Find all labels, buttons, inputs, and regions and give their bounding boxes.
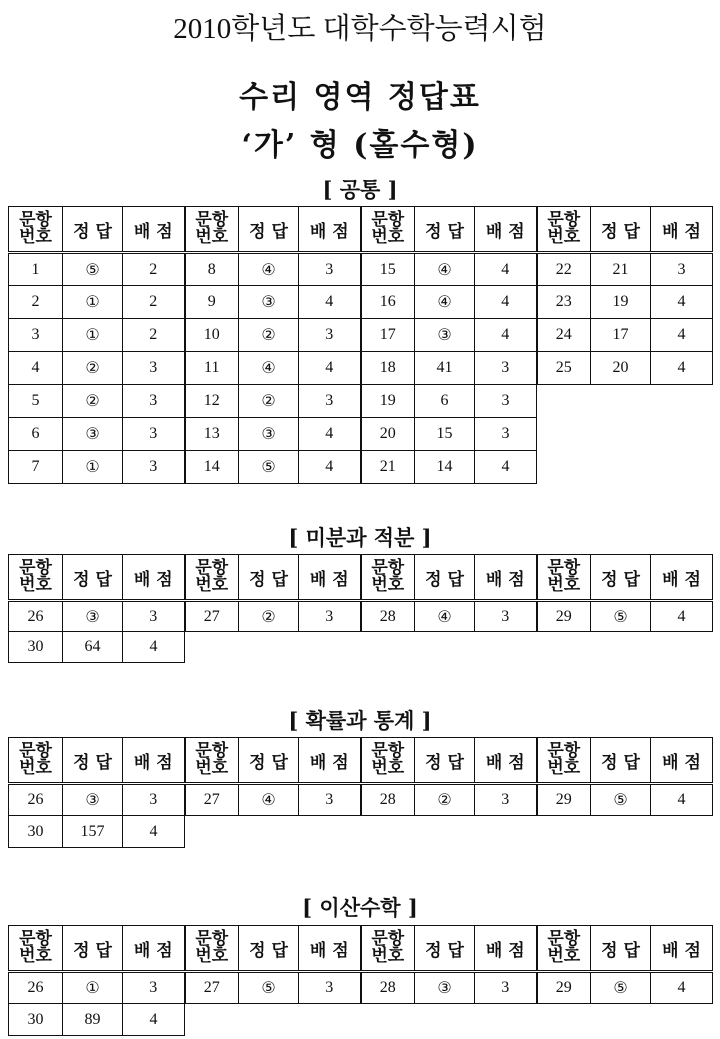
empty-cell (361, 632, 415, 663)
points-cell: 2 (123, 253, 185, 286)
empty-cell (537, 632, 591, 663)
header-question-number (537, 926, 591, 972)
question-number-cell: 11 (185, 352, 239, 385)
header-question-line1: 문항 (195, 741, 229, 761)
header-question-line2: 번호 (195, 575, 229, 595)
answer-cell: ④ (239, 352, 299, 385)
question-number-cell: 30 (9, 816, 63, 848)
empty-cell (591, 418, 651, 451)
answer-cell: ⑤ (591, 972, 651, 1004)
table-row (9, 385, 713, 418)
points-cell: 4 (123, 1004, 185, 1036)
header-question-number (9, 207, 63, 253)
answer-cell: ② (63, 385, 123, 418)
section-title: [ 확률과 통계 ] (288, 708, 432, 733)
header-question-line1: 문항 (371, 929, 405, 949)
empty-cell (537, 1004, 591, 1036)
header-answer: 정 답 (63, 207, 123, 253)
header-points: 배 점 (123, 207, 185, 253)
section-title: [ 미분과 적분 ] (288, 525, 432, 550)
header-points: 배 점 (475, 926, 537, 972)
empty-cell (537, 816, 591, 848)
question-number-cell: 28 (361, 601, 415, 632)
points-cell: 3 (475, 784, 537, 816)
empty-cell (299, 816, 361, 848)
points-cell: 3 (123, 972, 185, 1004)
header-question-number (9, 738, 63, 784)
points-cell: 4 (299, 451, 361, 484)
question-number-cell: 14 (185, 451, 239, 484)
points-cell: 3 (475, 385, 537, 418)
answer-cell: ⑤ (591, 784, 651, 816)
question-number-cell: 22 (537, 253, 591, 286)
empty-cell (415, 1004, 475, 1036)
question-number-cell: 12 (185, 385, 239, 418)
empty-cell (651, 385, 713, 418)
points-cell: 4 (299, 352, 361, 385)
header-answer: 정 답 (239, 555, 299, 601)
answer-cell: ③ (415, 319, 475, 352)
header-question-line1: 문항 (547, 741, 581, 761)
answer-cell: ⑤ (239, 451, 299, 484)
header-answer: 정 답 (415, 207, 475, 253)
table-header-row (9, 926, 713, 972)
header-points: 배 점 (475, 738, 537, 784)
answer-cell: ② (239, 601, 299, 632)
question-number-cell: 9 (185, 286, 239, 319)
points-cell: 4 (651, 601, 713, 632)
answer-cell: 157 (63, 816, 123, 848)
question-number-cell: 26 (9, 784, 63, 816)
points-cell: 4 (123, 816, 185, 848)
points-cell: 3 (123, 352, 185, 385)
question-number-cell: 7 (9, 451, 63, 484)
question-number-cell: 2 (9, 286, 63, 319)
answer-key-title: 수리 영역 정답표 (239, 80, 481, 115)
points-cell: 3 (475, 418, 537, 451)
header-question-number (185, 555, 239, 601)
header-question-line2: 번호 (547, 758, 581, 778)
question-number-cell: 15 (361, 253, 415, 286)
points-cell: 3 (651, 253, 713, 286)
header-question-line1: 문항 (195, 929, 229, 949)
answer-cell: ③ (415, 972, 475, 1004)
empty-cell (651, 632, 713, 663)
points-cell: 4 (475, 451, 537, 484)
answer-cell: 19 (591, 286, 651, 319)
points-cell: 3 (123, 451, 185, 484)
answer-table (8, 925, 713, 1036)
empty-cell (239, 816, 299, 848)
header-question-line1: 문항 (371, 210, 405, 230)
answer-cell: 89 (63, 1004, 123, 1036)
answer-cell: ② (239, 319, 299, 352)
header-points: 배 점 (123, 555, 185, 601)
answer-cell: ② (63, 352, 123, 385)
header-question-line2: 번호 (19, 946, 52, 966)
empty-cell (537, 385, 591, 418)
answer-cell: ④ (415, 286, 475, 319)
header-points: 배 점 (299, 738, 361, 784)
answer-cell: ③ (63, 784, 123, 816)
header-answer: 정 답 (239, 207, 299, 253)
header-points: 배 점 (475, 555, 537, 601)
empty-cell (591, 816, 651, 848)
header-points: 배 점 (299, 207, 361, 253)
answer-cell: 64 (63, 632, 123, 663)
empty-cell (299, 1004, 361, 1036)
header-question-number (9, 555, 63, 601)
answer-table (8, 554, 713, 663)
empty-cell (239, 632, 299, 663)
points-cell: 4 (651, 319, 713, 352)
empty-cell (361, 816, 415, 848)
answer-cell: ④ (239, 784, 299, 816)
points-cell: 4 (475, 319, 537, 352)
question-number-cell: 3 (9, 319, 63, 352)
section-title: [ 이산수학 ] (302, 895, 418, 920)
question-number-cell: 5 (9, 385, 63, 418)
table-header-row (9, 207, 713, 253)
points-cell: 3 (123, 601, 185, 632)
table-header-row (9, 555, 713, 601)
points-cell: 3 (299, 601, 361, 632)
answer-cell: ① (63, 972, 123, 1004)
header-question-line2: 번호 (547, 227, 581, 247)
question-number-cell: 20 (361, 418, 415, 451)
header-question-number (537, 555, 591, 601)
question-number-cell: 27 (185, 972, 239, 1004)
header-question-line1: 문항 (195, 210, 229, 230)
question-number-cell: 13 (185, 418, 239, 451)
points-cell: 3 (475, 352, 537, 385)
points-cell: 4 (299, 418, 361, 451)
empty-cell (299, 632, 361, 663)
header-question-line1: 문항 (19, 929, 52, 949)
answer-cell: ④ (239, 253, 299, 286)
header-points: 배 점 (299, 555, 361, 601)
empty-cell (651, 1004, 713, 1036)
table-row (9, 1004, 713, 1036)
empty-cell (651, 816, 713, 848)
header-question-number (537, 207, 591, 253)
header-question-line1: 문항 (19, 741, 52, 761)
table-row (9, 418, 713, 451)
points-cell: 3 (123, 418, 185, 451)
header-question-line2: 번호 (547, 575, 581, 595)
header-question-number (537, 738, 591, 784)
empty-cell (239, 1004, 299, 1036)
answer-cell: ② (239, 385, 299, 418)
answer-cell: ① (63, 319, 123, 352)
header-question-line2: 번호 (19, 227, 52, 247)
points-cell: 4 (651, 784, 713, 816)
empty-cell (475, 1004, 537, 1036)
question-number-cell: 28 (361, 784, 415, 816)
header-answer: 정 답 (591, 555, 651, 601)
answer-cell: ③ (239, 418, 299, 451)
header-points: 배 점 (651, 926, 713, 972)
question-number-cell: 18 (361, 352, 415, 385)
points-cell: 3 (475, 601, 537, 632)
points-cell: 4 (299, 286, 361, 319)
table-row (9, 451, 713, 484)
question-number-cell: 27 (185, 784, 239, 816)
answer-cell: 21 (591, 253, 651, 286)
header-answer: 정 답 (415, 738, 475, 784)
header-question-number (9, 926, 63, 972)
header-question-number (185, 207, 239, 253)
empty-cell (591, 451, 651, 484)
answer-cell: ⑤ (63, 253, 123, 286)
points-cell: 2 (123, 286, 185, 319)
header-answer: 정 답 (63, 926, 123, 972)
header-question-line2: 번호 (195, 758, 229, 778)
header-question-line1: 문항 (195, 558, 229, 578)
header-question-line2: 번호 (195, 227, 229, 247)
table-row (9, 632, 713, 663)
header-points: 배 점 (299, 926, 361, 972)
points-cell: 3 (299, 784, 361, 816)
answer-cell: 14 (415, 451, 475, 484)
points-cell: 3 (299, 319, 361, 352)
header-question-number (361, 926, 415, 972)
empty-cell (185, 1004, 239, 1036)
question-number-cell: 10 (185, 319, 239, 352)
question-number-cell: 25 (537, 352, 591, 385)
header-question-number (361, 207, 415, 253)
answer-cell: ③ (63, 601, 123, 632)
table-row (9, 601, 713, 632)
header-answer: 정 답 (63, 738, 123, 784)
header-question-line1: 문항 (19, 210, 52, 230)
header-points: 배 점 (651, 555, 713, 601)
table-row (9, 816, 713, 848)
answer-table (8, 206, 713, 484)
empty-cell (475, 816, 537, 848)
header-question-line1: 문항 (547, 929, 581, 949)
question-number-cell: 26 (9, 972, 63, 1004)
points-cell: 2 (123, 319, 185, 352)
empty-cell (185, 816, 239, 848)
points-cell: 3 (299, 972, 361, 1004)
question-number-cell: 8 (185, 253, 239, 286)
answer-cell: ④ (415, 253, 475, 286)
answer-table (8, 737, 713, 848)
header-question-number (361, 738, 415, 784)
header-points: 배 점 (475, 207, 537, 253)
question-number-cell: 28 (361, 972, 415, 1004)
question-number-cell: 16 (361, 286, 415, 319)
header-answer: 정 답 (239, 738, 299, 784)
header-points: 배 점 (651, 207, 713, 253)
header-question-line2: 번호 (195, 946, 229, 966)
question-number-cell: 29 (537, 784, 591, 816)
header-question-number (185, 738, 239, 784)
points-cell: 4 (475, 286, 537, 319)
header-question-line2: 번호 (371, 575, 405, 595)
table-row (9, 253, 713, 286)
header-answer: 정 답 (63, 555, 123, 601)
points-cell: 4 (651, 352, 713, 385)
empty-cell (591, 385, 651, 418)
header-question-line2: 번호 (19, 758, 52, 778)
question-number-cell: 24 (537, 319, 591, 352)
header-question-line2: 번호 (371, 758, 405, 778)
header-question-line1: 문항 (547, 210, 581, 230)
header-answer: 정 답 (591, 738, 651, 784)
empty-cell (651, 451, 713, 484)
header-question-number (185, 926, 239, 972)
header-question-line2: 번호 (371, 946, 405, 966)
header-answer: 정 답 (415, 555, 475, 601)
header-question-line1: 문항 (547, 558, 581, 578)
header-question-line2: 번호 (371, 227, 405, 247)
header-answer: 정 답 (591, 926, 651, 972)
answer-cell: ③ (239, 286, 299, 319)
header-question-line1: 문항 (371, 558, 405, 578)
empty-cell (591, 1004, 651, 1036)
question-number-cell: 29 (537, 972, 591, 1004)
question-number-cell: 30 (9, 1004, 63, 1036)
answer-cell: ② (415, 784, 475, 816)
empty-cell (591, 632, 651, 663)
header-answer: 정 답 (415, 926, 475, 972)
points-cell: 3 (123, 385, 185, 418)
answer-cell: ⑤ (239, 972, 299, 1004)
header-question-line1: 문항 (371, 741, 405, 761)
table-row (9, 319, 713, 352)
question-number-cell: 26 (9, 601, 63, 632)
header-question-number (361, 555, 415, 601)
answer-cell: 41 (415, 352, 475, 385)
empty-cell (651, 418, 713, 451)
exam-title: 2010학년도 대학수학능력시험 (173, 13, 547, 45)
header-question-line1: 문항 (19, 558, 52, 578)
points-cell: 4 (651, 286, 713, 319)
header-answer: 정 답 (591, 207, 651, 253)
question-number-cell: 1 (9, 253, 63, 286)
answer-cell: ⑤ (591, 601, 651, 632)
question-number-cell: 30 (9, 632, 63, 663)
empty-cell (185, 632, 239, 663)
section-title: [ 공통 ] (322, 177, 398, 202)
header-question-line2: 번호 (547, 946, 581, 966)
question-number-cell: 4 (9, 352, 63, 385)
header-points: 배 점 (123, 738, 185, 784)
header-points: 배 점 (123, 926, 185, 972)
answer-cell: ① (63, 451, 123, 484)
points-cell: 4 (475, 253, 537, 286)
answer-cell: ④ (415, 601, 475, 632)
answer-cell: 17 (591, 319, 651, 352)
points-cell: 3 (475, 972, 537, 1004)
header-question-line2: 번호 (19, 575, 52, 595)
question-number-cell: 23 (537, 286, 591, 319)
form-type-title: ‘가’ 형 (홀수형) (241, 128, 479, 163)
header-points: 배 점 (651, 738, 713, 784)
empty-cell (475, 632, 537, 663)
answer-cell: 15 (415, 418, 475, 451)
empty-cell (361, 1004, 415, 1036)
points-cell: 4 (123, 632, 185, 663)
points-cell: 4 (651, 972, 713, 1004)
points-cell: 3 (299, 385, 361, 418)
answer-cell: ③ (63, 418, 123, 451)
points-cell: 3 (299, 253, 361, 286)
table-row (9, 286, 713, 319)
question-number-cell: 27 (185, 601, 239, 632)
question-number-cell: 17 (361, 319, 415, 352)
empty-cell (537, 451, 591, 484)
question-number-cell: 21 (361, 451, 415, 484)
empty-cell (537, 418, 591, 451)
question-number-cell: 29 (537, 601, 591, 632)
table-row (9, 784, 713, 816)
points-cell: 3 (123, 784, 185, 816)
answer-cell: 20 (591, 352, 651, 385)
table-header-row (9, 738, 713, 784)
table-row (9, 972, 713, 1004)
empty-cell (415, 632, 475, 663)
header-answer: 정 답 (239, 926, 299, 972)
empty-cell (415, 816, 475, 848)
table-row (9, 352, 713, 385)
question-number-cell: 19 (361, 385, 415, 418)
question-number-cell: 6 (9, 418, 63, 451)
answer-cell: ① (63, 286, 123, 319)
answer-cell: 6 (415, 385, 475, 418)
